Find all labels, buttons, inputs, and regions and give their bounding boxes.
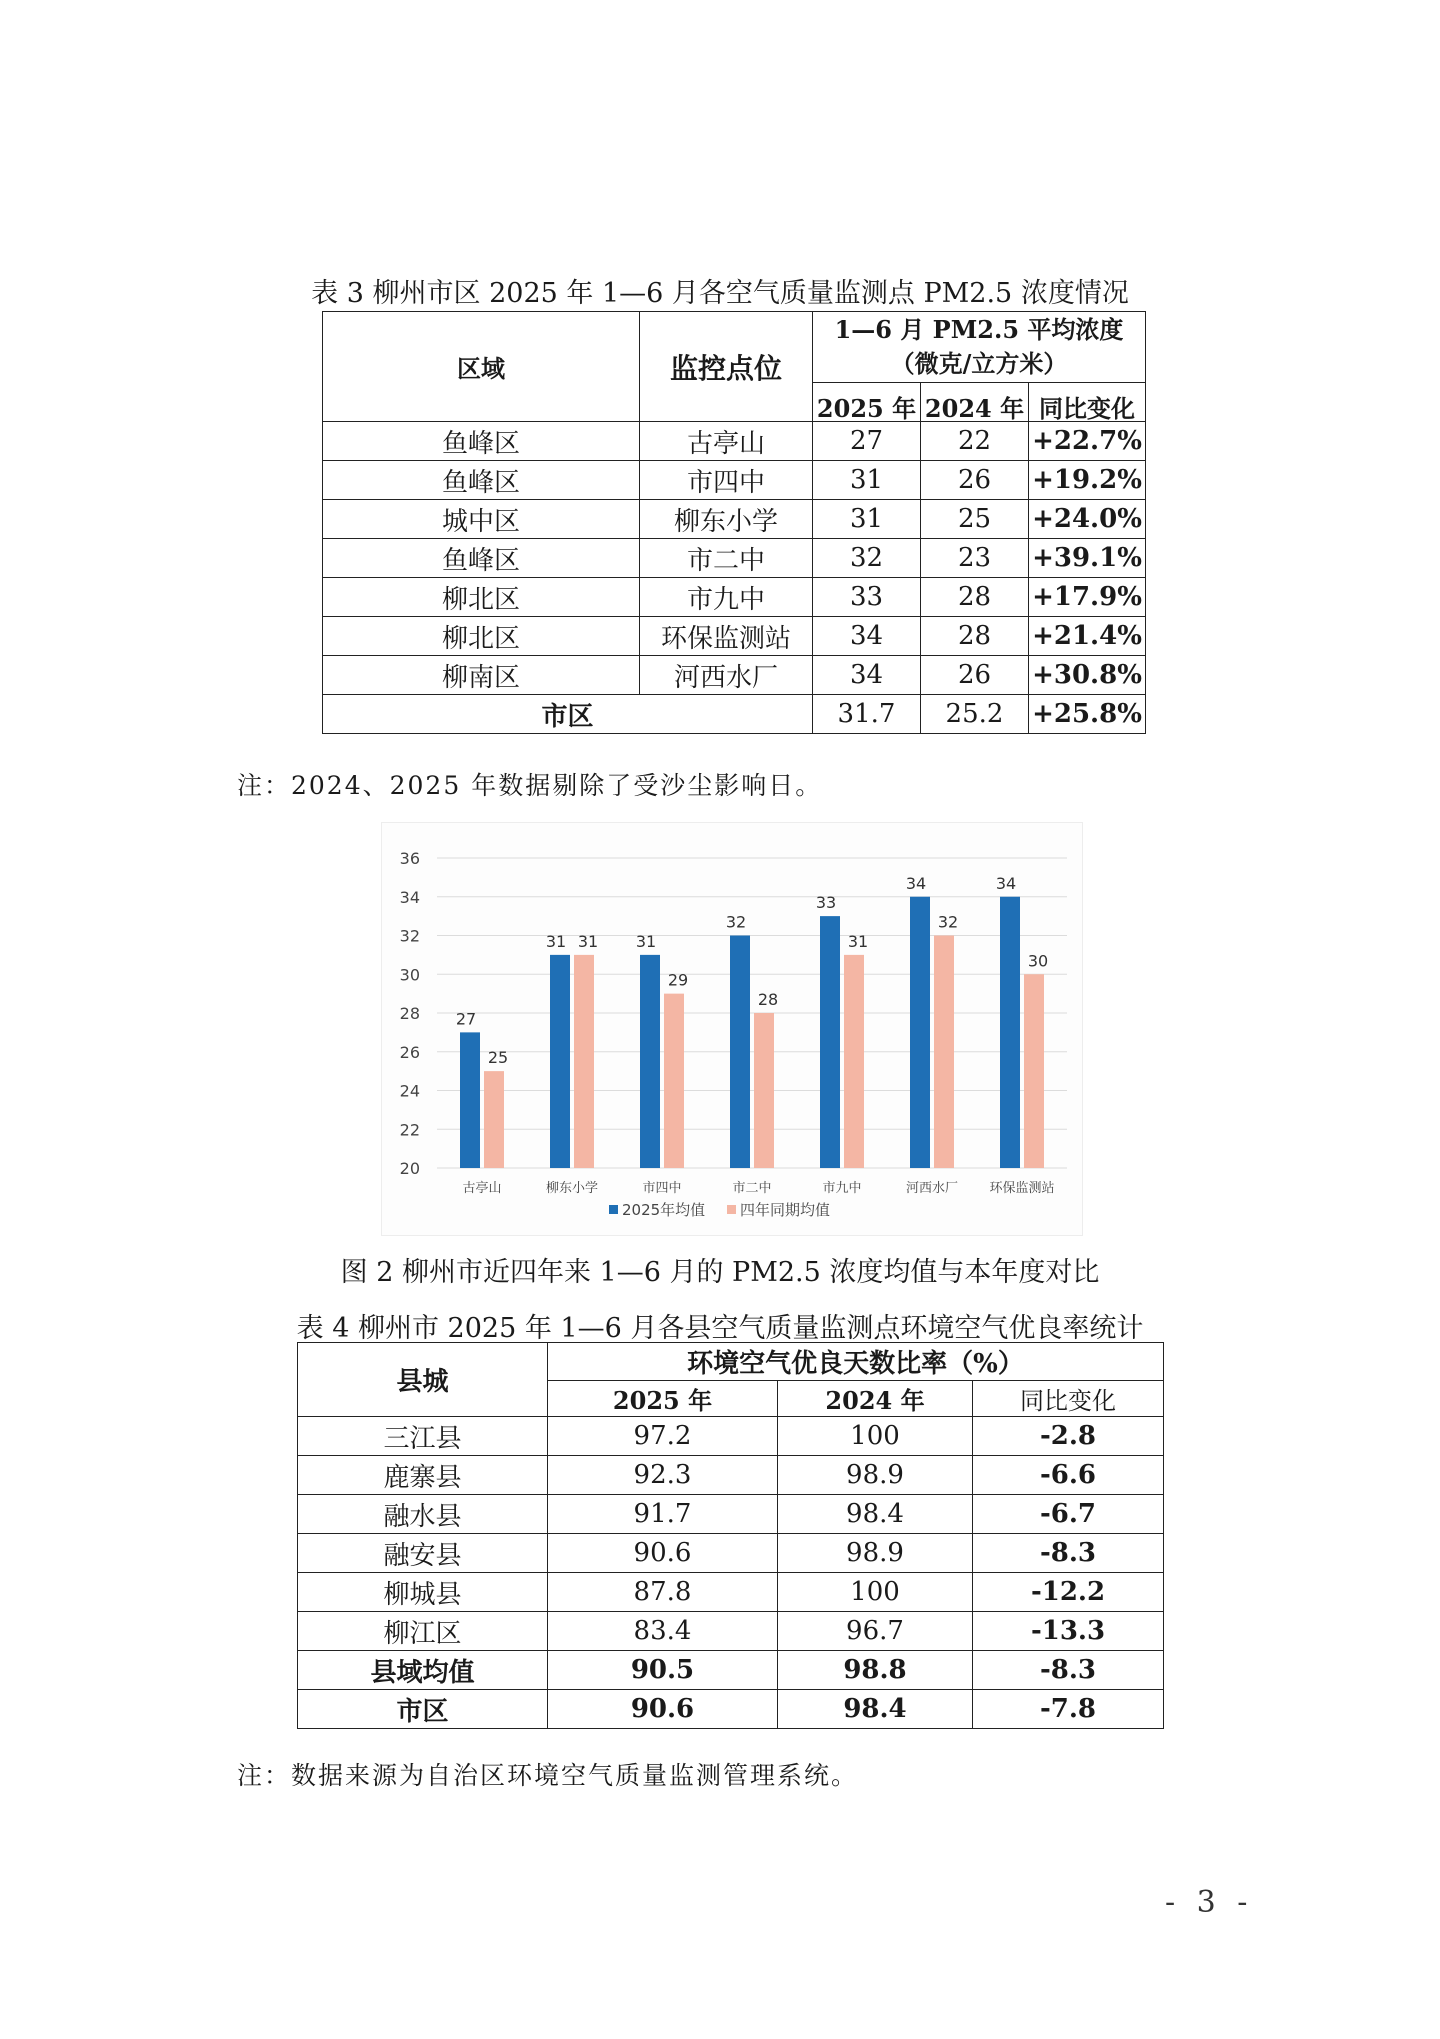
table-row <box>323 656 1146 695</box>
value-2025-cell: 83.4 <box>548 1612 778 1651</box>
year-2025-header: 2025 年 <box>813 383 921 422</box>
note-dust-exclusion: 注：2024、2025 年数据剔除了受沙尘影响日。 <box>237 771 823 800</box>
value-2024-cell: 100 <box>778 1573 973 1612</box>
bar-2025 <box>820 916 840 1168</box>
city-change: -7.8 <box>973 1690 1164 1729</box>
chart-canvas <box>382 823 1082 1235</box>
page-number: - 3 - <box>1165 1885 1254 1920</box>
table3-header-row <box>323 312 1146 383</box>
region-cell: 柳北区 <box>323 617 640 656</box>
bar-4yr-avg <box>1024 974 1044 1168</box>
region-cell: 城中区 <box>323 500 640 539</box>
x-tick-label: 市二中 <box>732 1181 772 1196</box>
table4-city-row <box>298 1690 1164 1729</box>
value-2025-cell: 97.2 <box>548 1417 778 1456</box>
change-cell: +22.7% <box>1029 422 1146 461</box>
y-tick-label: 36 <box>399 849 420 868</box>
value-2025-cell: 27 <box>813 422 921 461</box>
data-label: 30 <box>1027 951 1049 971</box>
value-2025-cell: 31 <box>813 500 921 539</box>
county-cell: 三江县 <box>298 1417 548 1456</box>
table-row <box>323 461 1146 500</box>
value-2025-cell: 33 <box>813 578 921 617</box>
value-2024-cell: 98.4 <box>778 1495 973 1534</box>
total-change: +25.8% <box>1029 695 1146 734</box>
value-2024-cell: 25 <box>921 500 1029 539</box>
y-tick-label: 34 <box>399 887 420 907</box>
table-row <box>298 1495 1164 1534</box>
county-cell: 融水县 <box>298 1495 548 1534</box>
station-cell: 市四中 <box>640 461 813 500</box>
region-cell: 柳南区 <box>323 656 640 695</box>
y-tick-label: 32 <box>399 926 420 946</box>
data-label: 31 <box>545 931 567 951</box>
data-label: 31 <box>635 931 657 951</box>
city-label: 市区 <box>298 1690 548 1729</box>
bar-2025 <box>910 897 930 1168</box>
bar-4yr-avg <box>574 955 594 1168</box>
region-cell: 鱼峰区 <box>323 539 640 578</box>
avg-2024: 98.8 <box>778 1651 973 1690</box>
table4-caption: 表 4 柳州市 2025 年 1—6 月各县空气质量监测点环境空气优良率统计 <box>296 1313 1144 1344</box>
table3-total-row <box>323 695 1146 734</box>
avg-change: -8.3 <box>973 1651 1164 1690</box>
data-label: 31 <box>847 931 869 951</box>
bar-4yr-avg <box>754 1013 774 1168</box>
x-tick-label: 市九中 <box>822 1181 862 1196</box>
station-header: 监控点位 <box>640 312 813 422</box>
x-tick-label: 柳东小学 <box>545 1181 599 1196</box>
bar-4yr-avg <box>484 1071 504 1168</box>
year-2024-header: 2024 年 <box>778 1381 973 1417</box>
table-row <box>323 422 1146 461</box>
change-header: 同比变化 <box>973 1381 1164 1417</box>
data-label: 28 <box>757 990 779 1009</box>
y-tick-label: 24 <box>399 1081 420 1101</box>
change-cell: -13.3 <box>973 1612 1164 1651</box>
table4-avg-row <box>298 1651 1164 1690</box>
table-row <box>323 578 1146 617</box>
change-cell: -8.3 <box>973 1534 1164 1573</box>
table3 <box>322 311 1146 734</box>
y-tick-label: 28 <box>399 1004 420 1023</box>
station-cell: 环保监测站 <box>640 617 813 656</box>
value-2025-cell: 34 <box>813 656 921 695</box>
county-cell: 柳江区 <box>298 1612 548 1651</box>
x-tick-label: 河西水厂 <box>905 1181 959 1196</box>
change-cell: +17.9% <box>1029 578 1146 617</box>
county-cell: 融安县 <box>298 1534 548 1573</box>
table-row <box>298 1456 1164 1495</box>
year-2025-header: 2025 年 <box>548 1381 778 1417</box>
x-tick-label: 古亭山 <box>462 1181 502 1196</box>
table-row <box>298 1573 1164 1612</box>
table-row <box>323 617 1146 656</box>
change-cell: -6.6 <box>973 1456 1164 1495</box>
pm25-group-header-line2: （微克/立方米） <box>890 349 1068 378</box>
station-cell: 古亭山 <box>640 422 813 461</box>
table-row <box>298 1612 1164 1651</box>
value-2024-cell: 23 <box>921 539 1029 578</box>
data-label: 34 <box>905 873 927 893</box>
table-row <box>298 1417 1164 1456</box>
change-header: 同比变化 <box>1029 383 1146 422</box>
year-2024-header: 2024 年 <box>921 383 1029 422</box>
avg-2025: 90.5 <box>548 1651 778 1690</box>
value-2024-cell: 98.9 <box>778 1534 973 1573</box>
table-row <box>298 1534 1164 1573</box>
table3-caption: 表 3 柳州市区 2025 年 1—6 月各空气质量监测点 PM2.5 浓度情况 <box>311 278 1129 309</box>
change-cell: +19.2% <box>1029 461 1146 500</box>
y-tick-label: 30 <box>399 965 420 985</box>
figure2-caption: 图 2 柳州市近四年来 1—6 月的 PM2.5 浓度均值与本年度对比 <box>340 1257 1100 1288</box>
total-2025: 31.7 <box>813 695 921 734</box>
avg-label: 县域均值 <box>298 1651 548 1690</box>
bar-4yr-avg <box>934 936 954 1169</box>
change-cell: -6.7 <box>973 1495 1164 1534</box>
note-data-source: 注：数据来源为自治区环境空气质量监测管理系统。 <box>237 1761 859 1790</box>
city-2024: 98.4 <box>778 1690 973 1729</box>
value-2025-cell: 92.3 <box>548 1456 778 1495</box>
pm25-group-header <box>813 312 1146 383</box>
value-2025-cell: 32 <box>813 539 921 578</box>
value-2024-cell: 100 <box>778 1417 973 1456</box>
data-label: 34 <box>995 873 1017 893</box>
change-cell: +39.1% <box>1029 539 1146 578</box>
pm25-comparison-chart <box>381 822 1083 1236</box>
county-cell: 鹿寨县 <box>298 1456 548 1495</box>
value-2024-cell: 28 <box>921 578 1029 617</box>
legend-swatch <box>609 1205 618 1214</box>
value-2024-cell: 96.7 <box>778 1612 973 1651</box>
region-header: 区域 <box>323 312 640 422</box>
station-cell: 市九中 <box>640 578 813 617</box>
legend-swatch <box>727 1205 736 1214</box>
bar-4yr-avg <box>664 994 684 1168</box>
station-cell: 河西水厂 <box>640 656 813 695</box>
table4-body <box>298 1417 1164 1651</box>
data-label: 29 <box>667 970 689 990</box>
region-cell: 柳北区 <box>323 578 640 617</box>
region-cell: 鱼峰区 <box>323 422 640 461</box>
change-cell: -12.2 <box>973 1573 1164 1612</box>
city-2025: 90.6 <box>548 1690 778 1729</box>
bar-2025 <box>460 1032 480 1168</box>
data-label: 32 <box>725 912 747 932</box>
x-tick-label: 环保监测站 <box>989 1181 1055 1196</box>
pm25-group-header-line1: 1—6 月 PM2.5 平均浓度 <box>834 315 1124 344</box>
table3-body <box>323 422 1146 695</box>
y-tick-label: 22 <box>399 1120 420 1140</box>
value-2025-cell: 90.6 <box>548 1534 778 1573</box>
table4-header-row <box>298 1343 1164 1381</box>
change-cell: +30.8% <box>1029 656 1146 695</box>
value-2025-cell: 91.7 <box>548 1495 778 1534</box>
data-label: 32 <box>937 912 959 932</box>
data-label: 31 <box>577 931 599 951</box>
value-2024-cell: 22 <box>921 422 1029 461</box>
change-cell: +21.4% <box>1029 617 1146 656</box>
value-2024-cell: 98.9 <box>778 1456 973 1495</box>
value-2025-cell: 87.8 <box>548 1573 778 1612</box>
value-2024-cell: 26 <box>921 461 1029 500</box>
station-cell: 市二中 <box>640 539 813 578</box>
value-2024-cell: 28 <box>921 617 1029 656</box>
county-header: 县城 <box>298 1343 548 1417</box>
bar-2025 <box>1000 897 1020 1168</box>
region-cell: 鱼峰区 <box>323 461 640 500</box>
legend-label: 四年同期均值 <box>740 1201 831 1219</box>
data-label: 33 <box>815 893 837 913</box>
table-row <box>323 500 1146 539</box>
change-cell: +24.0% <box>1029 500 1146 539</box>
change-cell: -2.8 <box>973 1417 1164 1456</box>
total-2024: 25.2 <box>921 695 1029 734</box>
bar-2025 <box>550 955 570 1168</box>
y-tick-label: 20 <box>399 1159 420 1178</box>
value-2024-cell: 26 <box>921 656 1029 695</box>
good-rate-group-header: 环境空气优良天数比率（%） <box>548 1343 1164 1381</box>
data-label: 25 <box>487 1048 509 1068</box>
y-tick-label: 26 <box>399 1042 420 1062</box>
table-row <box>323 539 1146 578</box>
value-2025-cell: 34 <box>813 617 921 656</box>
data-label: 27 <box>455 1009 477 1029</box>
station-cell: 柳东小学 <box>640 500 813 539</box>
legend-label: 2025年均值 <box>622 1201 706 1219</box>
value-2025-cell: 31 <box>813 461 921 500</box>
bar-4yr-avg <box>844 955 864 1168</box>
county-cell: 柳城县 <box>298 1573 548 1612</box>
bar-2025 <box>730 936 750 1169</box>
total-label: 市区 <box>323 695 813 734</box>
x-tick-label: 市四中 <box>642 1181 682 1196</box>
bar-2025 <box>640 955 660 1168</box>
table4 <box>297 1342 1164 1729</box>
